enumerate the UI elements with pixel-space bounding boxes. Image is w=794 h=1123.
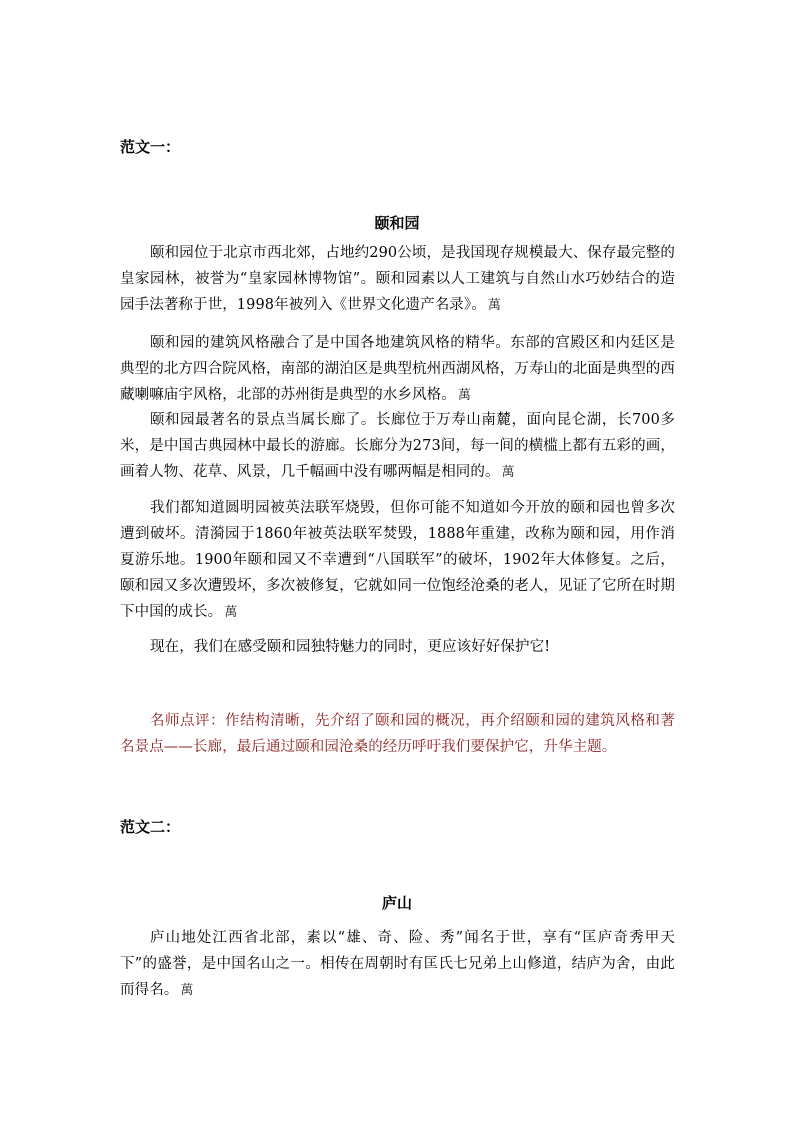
sample-one-label: 范文一： — [120, 138, 181, 156]
paragraph — [120, 407, 675, 486]
paragraph-text: 颐和园最著名的景点当属长廊了。长廊位于万寿山南麓，面向昆仑湖，长700多米，是中国古典园林中最长的游廊。长廊分为273间，每一间的横槛上都有五彩的画，画着人物、花草、风景，几千幅画中没有哪两幅是相同的。 — [120, 412, 675, 480]
paragraph-text: 我们都知道圆明园被英法联军烧毁，但你可能不知道如今开放的颐和园也曾多次遭到破坏。清漪园于1860年被英法联军焚毁，1888年重建，改称为颐和园，用作消夏游乐地。1900年颐和园又不幸遭到“八国联军”的破坏，1902年大体修复。之后，颐和园又多次遭毁坏，多次被修复，它就如同一位饱经沧桑的老人，见证了它所在时期下中国的成长。 — [120, 500, 675, 620]
paragraph-end-mark: 萬 — [487, 298, 501, 313]
article-title-summer-palace: 颐和园 — [374, 214, 420, 232]
paragraph-text: 庐山地处江西省北部，素以“雄、奇、险、秀”闻名于世，享有“匡庐奇秀甲天下”的盛誉，是中国名山之一。相传在周朝时有匡氏七兄弟上山修道，结庐为舍，由此而得名。 — [120, 930, 675, 998]
paragraph-end-mark: 萬 — [224, 605, 238, 620]
teacher-comment: 名师点评：作结构清晰，先介绍了颐和园的概况，再介绍颐和园的建筑风格和著名景点——长廊，最后通过颐和园沧桑的经历呼吁我们要保护它，升华主题。 — [120, 713, 675, 755]
paragraph-text: 颐和园的建筑风格融合了是中国各地建筑风格的精华。东部的宫殿区和内廷区是典型的北方四合院风格，南部的湖泊区是典型杭州西湖风格，万寿山的北面是典型的西藏喇嘛庙宇风格，北部的苏州街是典型的水乡风格。 — [120, 335, 675, 403]
paragraph — [120, 240, 675, 319]
paragraph — [120, 330, 675, 409]
paragraph: 现在，我们在感受颐和园独特魅力的同时，更应该好好保护它! — [150, 639, 551, 655]
paragraph-text: 颐和园位于北京市西北郊，占地约290公顷，是我国现存规模最大、保存最完整的皇家园林，被誉为“皇家园林博物馆”。颐和园素以人工建筑与自然山水巧妙结合的造园手法著称于世，1998年被列入《世界文化遗产名录》。 — [120, 245, 675, 313]
paragraph — [120, 495, 675, 626]
paragraph — [120, 925, 675, 1004]
paragraph-end-mark: 萬 — [457, 388, 471, 403]
paragraph-end-mark: 萬 — [501, 465, 515, 480]
paragraph-end-mark: 萬 — [180, 983, 194, 998]
sample-two-label: 范文二： — [120, 818, 181, 836]
article-title-lushan: 庐山 — [381, 894, 412, 912]
